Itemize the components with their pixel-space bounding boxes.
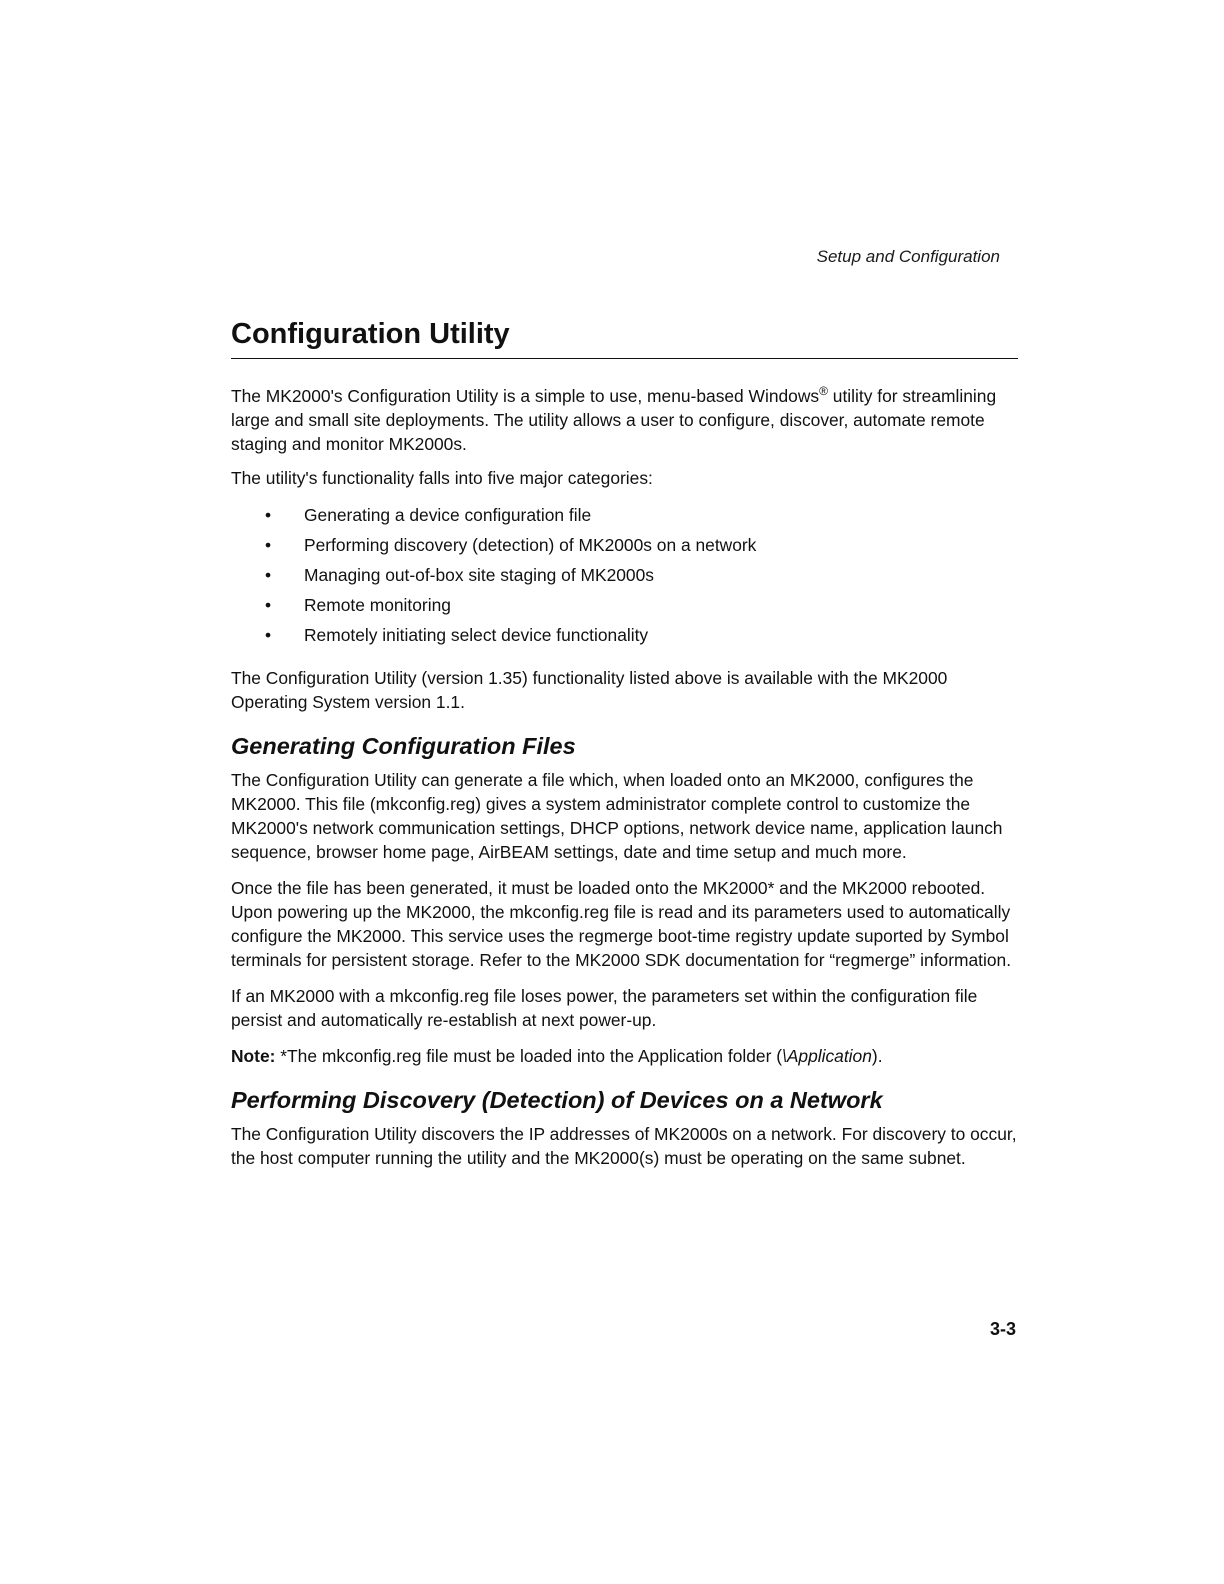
list-item xyxy=(231,620,1018,650)
list-item xyxy=(231,530,1018,560)
registered-mark: ® xyxy=(819,384,828,398)
categories-intro: The utility's functionality falls into five major categories: xyxy=(231,467,653,488)
intro-paragraph xyxy=(231,379,1018,456)
bullet-icon: • xyxy=(265,564,272,585)
discovery-paragraph-1: The Configuration Utility discovers the IP addresses of MK2000s on a network. For discovery to occur, the host computer running the utility and the MK2000(s) must be operating on the same subnet. xyxy=(231,1123,1017,1168)
discovery-heading: Performing Discovery (Detection) of Devices on a Network xyxy=(231,1086,883,1113)
list-item-text: Remotely initiating select device functionality xyxy=(304,624,649,645)
generating-paragraph-3: If an MK2000 with a mkconfig.reg file loses power, the parameters set within the configuration file persist and automatically re-establish at next power-up. xyxy=(231,985,978,1030)
list-item xyxy=(231,590,1018,620)
intro-text-end: utility for streamlining large and small site deployments. The utility allows a user to configure, discover, automate remote staging and monitor MK2000s. xyxy=(231,385,997,454)
bullet-icon: • xyxy=(265,624,272,645)
section-title: Configuration Utility xyxy=(231,312,1018,359)
bullet-icon: • xyxy=(265,534,272,555)
list-item-text: Managing out-of-box site staging of MK2000s xyxy=(304,564,654,585)
note-path: \Application xyxy=(781,1045,872,1066)
page-content xyxy=(231,312,1018,1170)
categories-list xyxy=(231,500,1018,650)
list-item-text: Performing discovery (detection) of MK2000s on a network xyxy=(304,534,757,555)
list-item xyxy=(231,560,1018,590)
list-item-text: Remote monitoring xyxy=(304,594,451,615)
generating-heading: Generating Configuration Files xyxy=(231,732,576,759)
note-end: ). xyxy=(871,1045,883,1066)
generating-paragraph-1: The Configuration Utility can generate a file which, when loaded onto an MK2000, configures the MK2000. This file (mkconfig.reg) gives a system administrator complete control to customize the MK2000's network communication settings, DHCP options, network device name, application launch sequence, browser home page, AirBEAM settings, date and time setup and much more. xyxy=(231,769,1003,862)
list-item xyxy=(231,500,1018,530)
page-number: 3-3 xyxy=(989,1319,1016,1339)
bullet-icon: • xyxy=(265,594,272,615)
bullet-icon: • xyxy=(265,504,272,525)
note-paragraph xyxy=(231,1044,1018,1068)
intro-text-start: The MK2000's Configuration Utility is a simple to use, menu-based Windows xyxy=(231,385,820,406)
running-header: Setup and Configuration xyxy=(816,247,1000,266)
list-item-text: Generating a device configuration file xyxy=(304,504,592,525)
generating-paragraph-2: Once the file has been generated, it must be loaded onto the MK2000* and the MK2000 rebooted. Upon powering up the MK2000, the mkconfig.reg file is read and its parameters used to automatically configure the MK2000. This service uses the regmerge boot-time registry update suported by Symbol terminals for persistent storage. Refer to the MK2000 SDK documentation for “regmerge” information. xyxy=(231,877,1012,970)
note-text: *The mkconfig.reg file must be loaded into the Application folder ( xyxy=(275,1045,782,1066)
note-label: Note: xyxy=(231,1045,276,1066)
version-paragraph: The Configuration Utility (version 1.35) functionality listed above is available with the MK2000 Operating System version 1.1. xyxy=(231,667,948,712)
